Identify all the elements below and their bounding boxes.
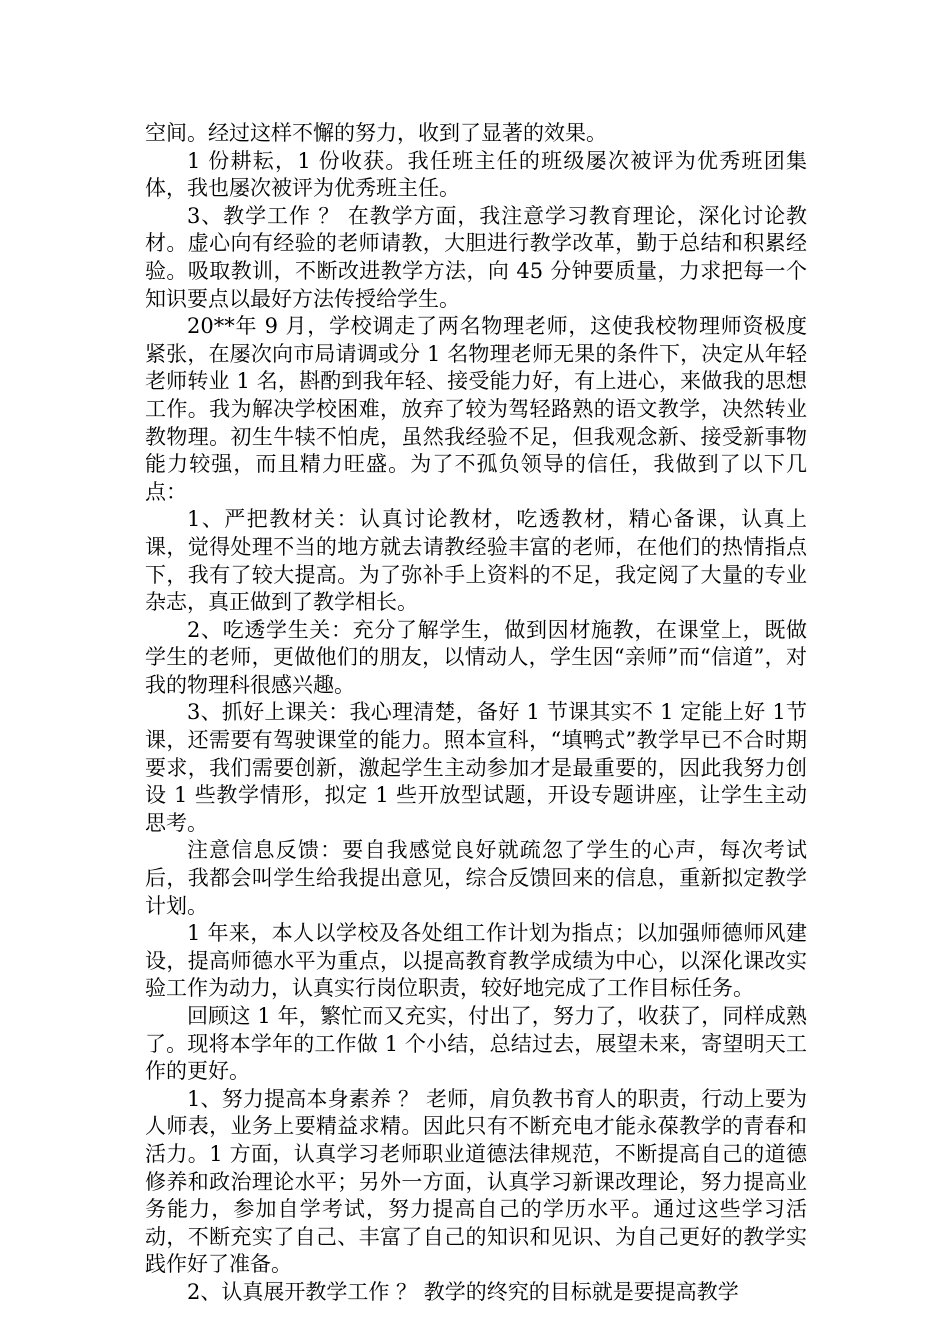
paragraph-1: 空间。经过这样不懈的努力，收到了显著的效果。 [145, 121, 607, 145]
document-body [145, 120, 807, 1307]
paragraph-8: 注意信息反馈：要自我感觉良好就疏忽了学生的心声，每次考试后，我都会叫学生给我提出意见，综合反馈回来的信息，重新拟定教学计划。 [145, 838, 807, 918]
paragraph-2: 1 份耕耘，1 份收获。我任班主任的班级屡次被评为优秀班团集体，我也屡次被评为优秀班主任。 [145, 148, 807, 201]
paragraph-5: 1、严把教材关：认真讨论教材，吃透教材，精心备课，认真上课，觉得处理不当的地方就去请教经验丰富的老师，在他们的热情指点下，我有了较大提高。为了弥补手上资料的不足，我定阅了大量的专业杂志，真正做到了教学相长。 [145, 507, 807, 615]
paragraph-10: 回顾这 1 年，繁忙而又充实，付出了，努力了，收获了，同样成熟了。现将本学年的工作做 1 个小结，总结过去，展望未来，寄望明天工作的更好。 [145, 1004, 807, 1084]
paragraph-7: 3、抓好上课关：我心理清楚，备好 1 节课其实不 1 定能上好 1节课，还需要有驾驶课堂的能力。照本宣科，“填鸭式”教学早已不合时期要求，我们需要创新，激起学生主动参加才是最重要的，因此我努力创设 1 些教学情形，拟定 1 些开放型试题，开设专题讲座，让学生主动思考。 [145, 700, 807, 835]
paragraph-6: 2、吃透学生关：充分了解学生，做到因材施教，在课堂上，既做学生的老师，更做他们的朋友，以情动人，学生因“亲师”而“信道”，对我的物理科很感兴趣。 [145, 617, 807, 697]
paragraph-3: 3、教学工作 ？ 在教学方面，我注意学习教育理论，深化讨论教材。虚心向有经验的老师请教，大胆进行教学改革，勤于总结和积累经验。吸取教训，不断改进教学方法，向 45 分钟要质量，力求把每一个知识要点以最好方法传授给学生。 [145, 203, 807, 311]
paragraph-12: 2、认真展开教学工作 ？ 教学的终究的目标就是要提高教学 [187, 1279, 739, 1304]
paragraph-11: 1、努力提高本身素养 ？ 老师，肩负教书育人的职责，行动上要为人师表，业务上要精益求精。因此只有不断充电才能永葆教学的青春和活力。1 方面，认真学习老师职业道德法律规范，不断提高自己的道德修养和政治理论水平；另外一方面，认真学习新课改理论，努力提高业务能力，参加自学考试，努力提高自己的学历水平。通过这些学习活动，不断充实了自己、丰富了自己的知识和见识、为自己更好的教学实践作好了准备。 [145, 1086, 807, 1277]
paragraph-4: 20**年 9 月，学校调走了两名物理老师，这使我校物理师资极度紧张，在屡次向市局请调或分 1 名物理老师无果的条件下，决定从年轻老师转业 1 名，斟酌到我年轻、接受能力好，有上进心，来做我的思想工作。我为解决学校困难，放弃了较为驾轻路熟的语文教学，决然转业教物理。初生牛犊不怕虎，虽然我经验不足，但我观念新、接受新事物能力较强，而且精力旺盛。为了不孤负领导的信任，我做到了以下几点： [145, 314, 807, 504]
paragraph-9: 1 年来，本人以学校及各处组工作计划为指点；以加强师德师风建设，提高师德水平为重点，以提高教育教学成绩为中心，以深化课改实验工作为动力，认真实行岗位职责，较好地完成了工作目标任务。 [145, 921, 807, 1001]
